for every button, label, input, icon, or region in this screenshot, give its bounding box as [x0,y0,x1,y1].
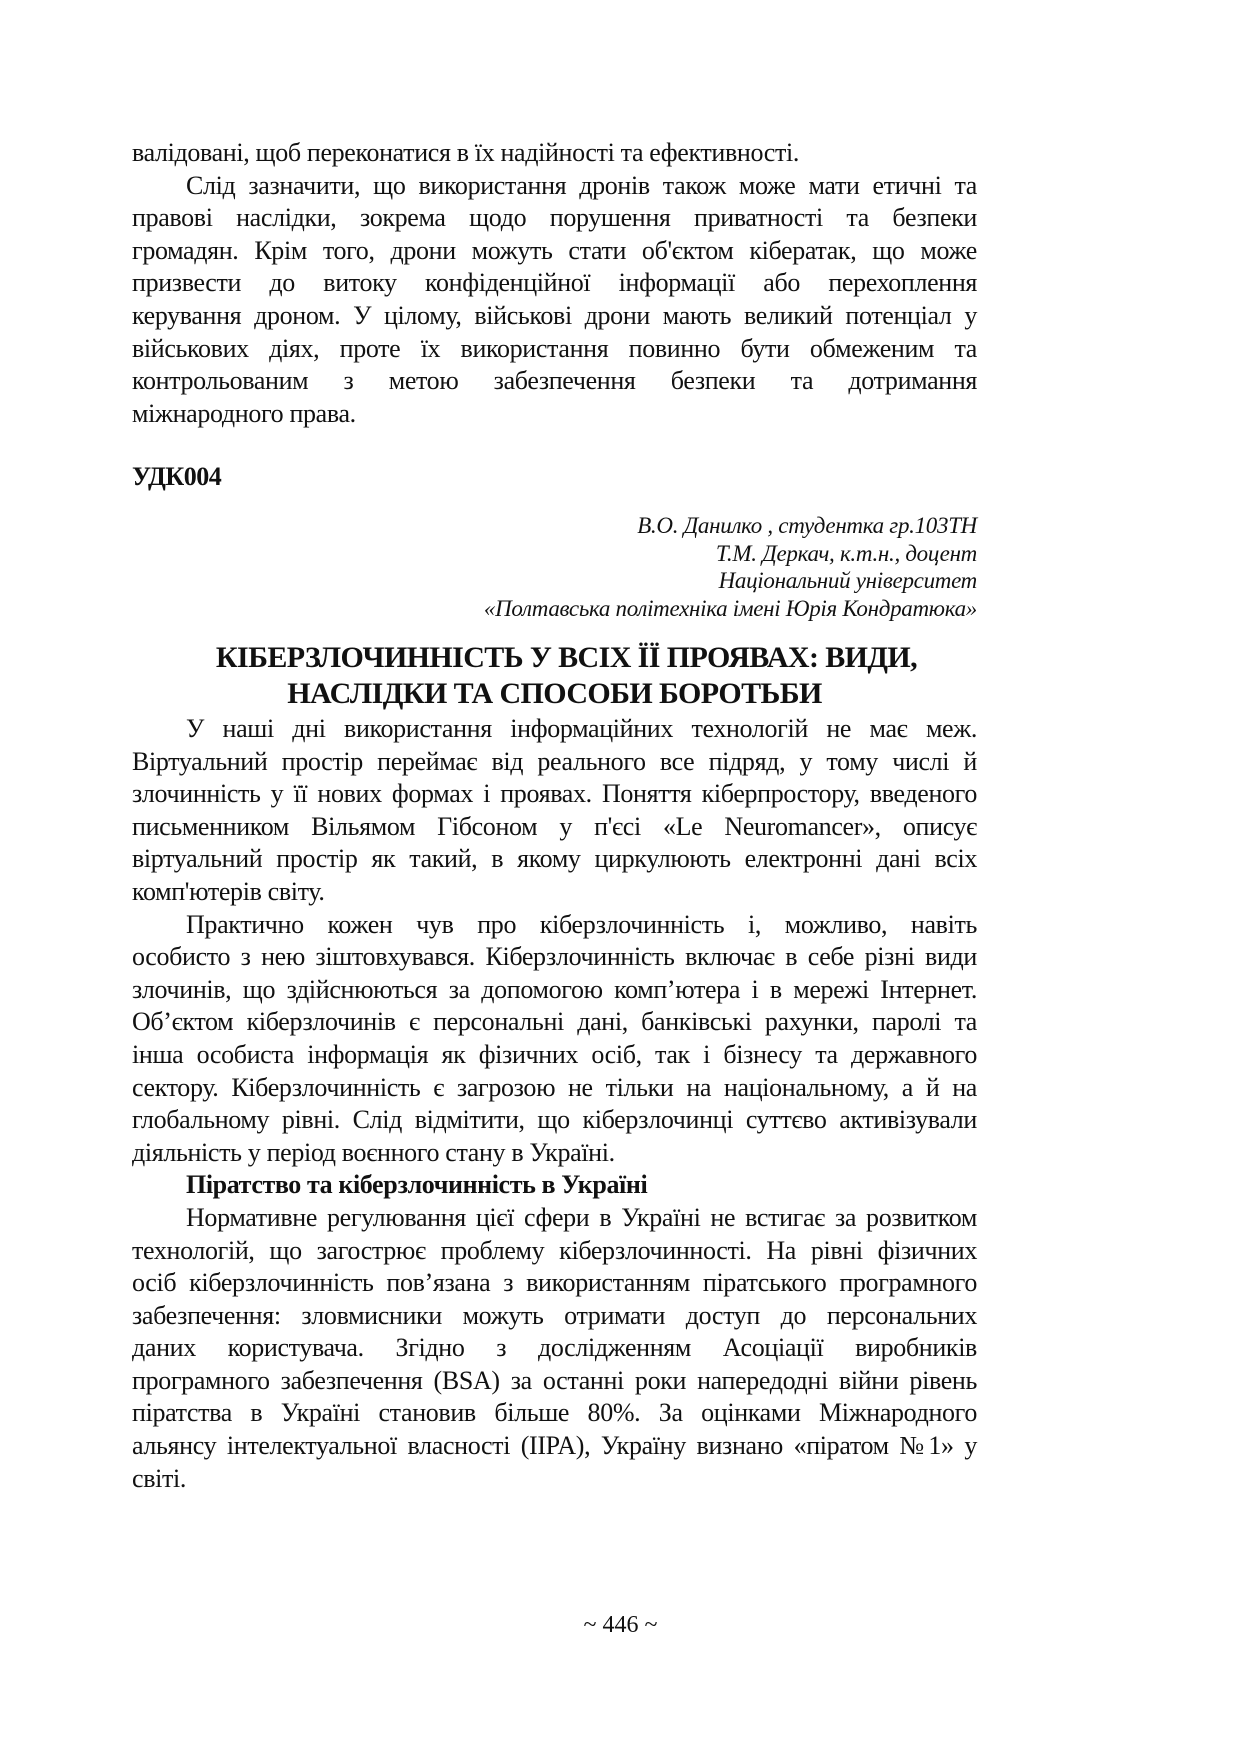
text-line: технологій, що загострює проблему кіберзлочинності. На рівні фізичних [132,1235,977,1265]
text-line: піратства в Україні становив більше 80%. За оцінками Міжнародного [132,1398,977,1428]
article-body [132,713,977,1495]
title-line-2: НАСЛІДКИ ТА СПОСОБИ БОРОТЬБИ [287,677,822,710]
author-2: Т.М. Деркач, к.т.н., доцент [715,540,977,566]
text-line: Віртуальний простір переймає від реального все підряд, у тому числі й [132,746,977,776]
affiliation-2: «Полтавська політехніка імені Юрія Кондратюка» [483,595,977,621]
author-1: В.О. Данилко , студентка гр.103ТН [637,513,977,538]
author-block [484,512,977,622]
page-number: ~ 446 ~ [583,1612,658,1638]
text-line: особисто з нею зіштовхувався. Кіберзлочинність включає в себе різні види [132,942,977,972]
text-line: віртуальний простір як такий, в якому циркулюють електронні дані всіх [132,844,977,874]
text-line: міжнародного права. [132,398,356,428]
section-subheading: Піратство та кіберзлочинність в Україні [186,1170,648,1200]
text-line: контрольованим з метою забезпечення безпеки та дотримання [132,366,977,396]
affiliation-1: Національний університет [718,568,977,593]
text-line: програмного забезпечення (BSA) за останні роки напередодні війни рівень [132,1365,977,1395]
udk-code: УДК004 [132,462,222,491]
page-top-text [132,137,977,430]
text-line: керування дроном. У цілому, військові дрони мають великий потенціал у [132,300,977,330]
drones-paragraph [132,170,977,431]
text-line: світі. [132,1463,187,1493]
text-line: Практично кожен чув про кіберзлочинність і, можливо, навіть [186,909,977,939]
text-line: осіб кіберзлочинність пов’язана з використанням піратського програмного [132,1268,977,1298]
text-line: діяльність у період воєнного стану в Україні. [132,1137,615,1167]
text-line: військових діях, проте їх використання повинно бути обмеженим та [132,333,977,363]
text-line: Об’єктом кіберзлочинів є персональні дані, банківські рахунки, паролі та [132,1007,977,1037]
text-line: У наші дні використання інформаційних технологій не має меж. [186,714,977,743]
text-line: валідовані, щоб переконатися в їх надійності та ефективності. [132,138,800,167]
text-line: злочинів, що здійснюються за допомогою комп’ютера і в мережі Інтернет. [132,974,977,1004]
article-title [132,640,977,712]
text-line: злочинність у її нових формах і проявах. Поняття кіберпростору, введеного [132,779,977,809]
title-line-1: КІБЕРЗЛОЧИННІСТЬ У ВСІХ ЇЇ ПРОЯВАХ: ВИДИ, [215,641,918,674]
text-line: глобальному рівні. Слід відмітити, що кіберзлочинці суттєво активізували [132,1105,977,1135]
intro-paragraph [132,713,977,909]
text-line: Нормативне регулювання цієї сфери в Україні не встигає за розвитком [186,1202,977,1232]
text-line: даних користувача. Згідно з дослідженням Асоціації виробників [132,1333,977,1363]
piracy-paragraph [132,1202,977,1495]
text-line: правові наслідки, зокрема щодо порушення приватності та безпеки [132,203,977,233]
text-line: письменником Вільямом Гібсоном у п'єсі «Le Neuromancer», описує [132,811,977,841]
text-line: комп'ютерів світу. [132,876,325,906]
text-line: призвести до витоку конфіденційної інформації або перехоплення [132,268,977,298]
text-line: громадян. Крім того, дрони можуть стати об'єктом кібератак, що може [132,235,977,265]
text-line: інша особиста інформація як фізичних осіб, так і бізнесу та державного [132,1039,977,1069]
text-line: сектору. Кіберзлочинність є загрозою не тільки на національному, а й на [132,1072,977,1102]
continuation-paragraph [132,137,977,170]
text-line: забезпечення: зловмисники можуть отримати доступ до персональних [132,1300,977,1330]
text-line: альянсу інтелектуальної власності (IIPA), Україну визнано «піратом №1» у [132,1431,977,1461]
second-paragraph [132,909,977,1170]
text-line: Слід зазначити, що використання дронів також може мати етичні та [186,170,977,200]
